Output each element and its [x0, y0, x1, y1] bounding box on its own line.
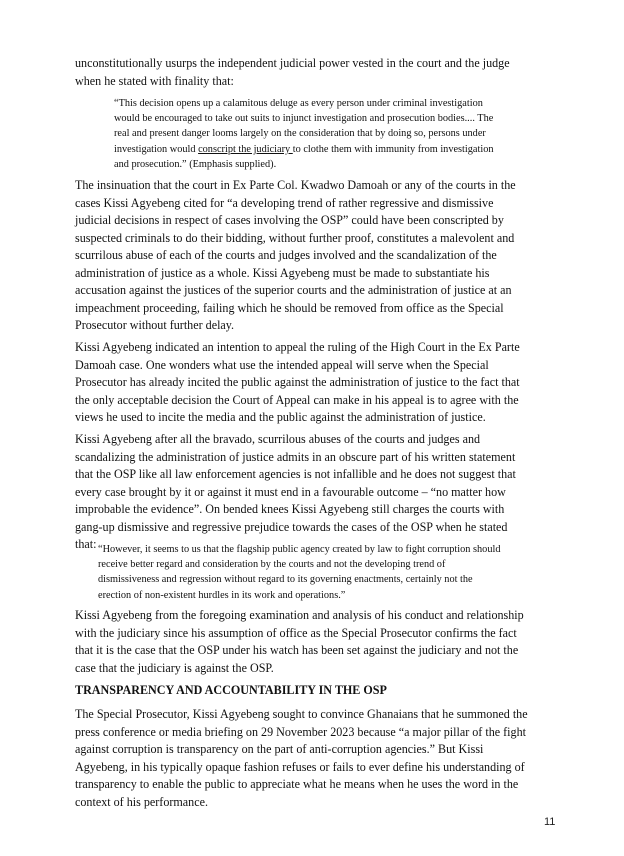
page-number: 11	[544, 816, 556, 828]
text-line: views he used to incite the media and the public against the administration of justice.	[75, 410, 486, 424]
section-heading-text: TRANSPARENCY AND ACCOUNTABILITY IN THE OSP	[75, 683, 387, 697]
text-line: judicial decisions in respect of cases involving the OSP” could have been conscripted by	[75, 213, 504, 227]
quote-line: would be encouraged to take out suits to injunct investigation and prosecution bodies.... The	[114, 113, 494, 125]
text-line: against corruption is transparency on the part of anti-corruption agencies.” But Kissi	[75, 742, 484, 756]
text-line: with the judiciary since his assumption of office as the Special Prosecutor confirms the fact	[75, 625, 517, 640]
text-line: Prosecutor has already incited the public against the administration of justice to the fact that	[75, 375, 520, 389]
text-line: unconstitutionally usurps the independent judicial power vested in the court and the judge	[75, 56, 510, 70]
text-line: Kissi Agyebeng indicated an intention to appeal the ruling of the High Court in the Ex Parte	[75, 340, 520, 354]
quote-line	[114, 142, 554, 157]
quote-line: dismissiveness and regression without regard to its governing enactments, certainly not the	[98, 574, 473, 586]
text-line: Kissi Agyebeng from the foregoing examination and analysis of his conduct and relationship	[75, 608, 524, 622]
paragraph-transparency	[75, 706, 557, 811]
block-quote-judgment	[114, 96, 554, 172]
text-line: that the OSP like all law enforcement agencies is not infallible and he does not suggest that	[75, 467, 516, 481]
text-line: The Special Prosecutor, Kissi Agyebeng sought to convince Ghanaians that he summoned the	[75, 707, 528, 721]
text-line: when he stated with finality that:	[75, 73, 234, 88]
text-line: suspected criminals to do their bidding, without further proof, constitutes a malevolent and	[75, 230, 515, 245]
text-line: improbable the evidence”. On bended knees Kissi Agyebeng still charges the courts with	[75, 502, 505, 516]
block-quote-osp-statement	[98, 542, 560, 603]
text-line: that it is the case that the OSP under his watch has been set against the judiciary and not the	[75, 643, 519, 657]
text-line: every case brought by it or against it must end in a favourable outcome – “no matter how	[75, 484, 506, 499]
text-line: Prosecutor without further delay.	[75, 318, 235, 332]
text-line: Agyebeng, in his typically opaque fashion refuses or fails to ever define his understanding of	[75, 759, 525, 774]
text-line: gang-up dismissive and regressive prejudice towards the cases of the OSP when he stated	[75, 519, 508, 534]
text-line: administration of justice as a whole. Kissi Agyebeng must be made to substantiate his	[75, 265, 490, 280]
paragraph-appeal	[75, 339, 557, 427]
quote-line: erection of non-existent hurdles in its work and operations.”	[98, 589, 346, 601]
paragraph-intro	[75, 55, 557, 90]
text-line: context of his performance.	[75, 794, 208, 809]
text-line: scurrilous abuse of each of the courts and judges involved and the scandalization of the	[75, 248, 497, 262]
text-line: case that the judiciary is against the OSP.	[75, 660, 274, 675]
text-line: The insinuation that the court in Ex Parte Col. Kwadwo Damoah or any of the courts in the	[75, 178, 516, 192]
text-line: Kissi Agyebeng after all the bravado, scurrilous abuses of the courts and judges and	[75, 432, 481, 446]
emphasized-text: conscript the judiciary	[198, 143, 293, 155]
quote-line: real and present danger looms largely on the consideration that by doing so, persons under	[114, 128, 486, 140]
paragraph-insinuation	[75, 177, 557, 335]
text-line: Damoah case. One wonders what use the intended appeal will serve when the Special	[75, 357, 489, 372]
text-line: impeachment proceeding, failing which he should be removed from office as the Special	[75, 300, 504, 315]
quote-line: “This decision opens up a calamitous deluge as every person under criminal investigation	[114, 98, 483, 109]
section-heading	[75, 682, 557, 700]
text-line: that:	[75, 537, 97, 551]
paragraph-bravado	[75, 431, 557, 554]
text-line: scandalizing the administration of justice admits in an obscure part of his written statement	[75, 449, 516, 464]
text-line: the only acceptable decision the Court of Appeal can make in his appeal is to agree with the	[75, 392, 519, 407]
paragraph-conclusion	[75, 607, 557, 677]
text-line: cases Kissi Agyebeng cited for “a developing trend of rather regressive and dismissive	[75, 195, 494, 210]
quote-line: and prosecution.” (Emphasis supplied).	[114, 158, 277, 170]
quote-line: receive better regard and consideration by the courts and not the developing trend of	[98, 559, 446, 571]
text-line: transparency to enable the public to appreciate what he means when he uses the word in the	[75, 777, 519, 791]
quote-text: to clothe them with immunity from investigation	[292, 143, 494, 155]
text-line: accusation against the justices of the superior courts and the administration of justice at an	[75, 283, 512, 297]
quote-text: investigation would	[114, 143, 199, 155]
quote-line: “However, it seems to us that the flagship public agency created by law to fight corruption should	[98, 544, 501, 555]
text-line: press conference or media briefing on 29 November 2023 because “a major pillar of the fight	[75, 724, 526, 739]
